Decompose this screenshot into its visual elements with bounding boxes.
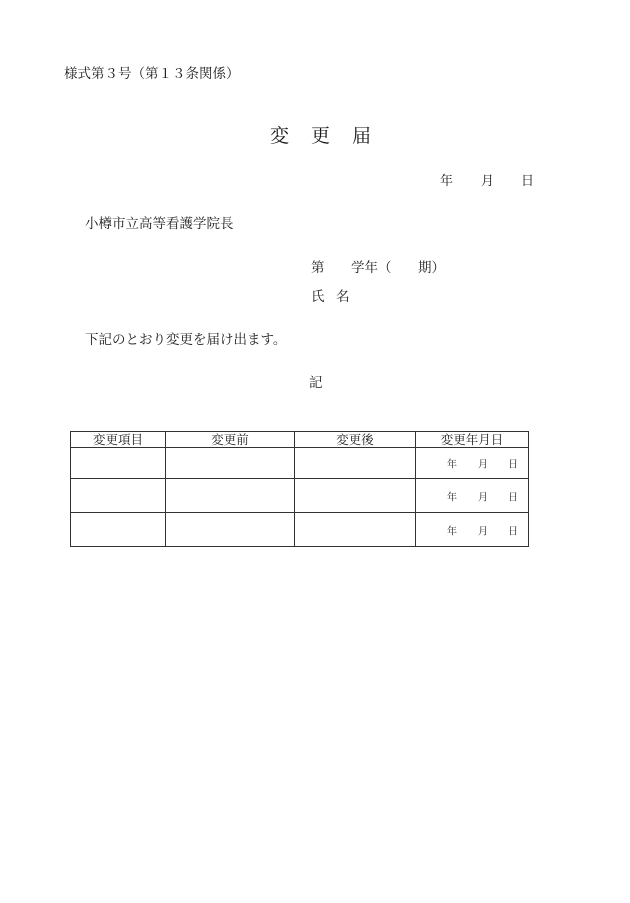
cell-before[interactable] (166, 513, 295, 547)
grade-prefix: 第 (311, 260, 325, 276)
header-before: 変更前 (166, 432, 295, 448)
document-title (270, 121, 371, 148)
header-change-item: 変更項目 (71, 432, 166, 448)
cell-year-label: 年 (447, 459, 457, 471)
cell-after[interactable] (295, 479, 416, 513)
cell-before[interactable] (166, 448, 295, 479)
title-char-1: 変 (270, 125, 290, 147)
cell-change-date[interactable] (416, 448, 529, 479)
addressee: 小樽市立高等看護学院長 (85, 216, 234, 232)
cell-change-item[interactable] (71, 513, 166, 547)
cell-change-item[interactable] (71, 448, 166, 479)
cell-month-label: 月 (478, 492, 488, 503)
name-label-char-1: 氏 (311, 289, 325, 305)
table-row (71, 479, 529, 513)
cell-day-label: 日 (508, 459, 518, 471)
ki-heading: 記 (309, 375, 323, 391)
cell-month-label: 月 (478, 459, 488, 471)
header-change-date: 変更年月日 (416, 432, 529, 448)
statement-text: 下記のとおり変更を届け出ます。 (85, 332, 287, 348)
cell-change-item[interactable] (71, 479, 166, 513)
cell-before[interactable] (166, 479, 295, 513)
cell-year-label: 年 (447, 492, 457, 503)
cell-change-date[interactable] (416, 479, 529, 513)
date-month-label: 月 (481, 174, 495, 189)
date-year-label: 年 (440, 174, 454, 189)
cell-month-label: 月 (478, 526, 488, 537)
table-row (71, 513, 529, 547)
table-header-row (71, 432, 529, 448)
change-table (70, 431, 529, 547)
grade-suffix: 学年（ (351, 260, 392, 276)
cell-after[interactable] (295, 448, 416, 479)
table-row (71, 448, 529, 479)
name-label-char-2: 名 (336, 289, 350, 305)
date-day-label: 日 (521, 174, 535, 189)
title-char-2: 更 (311, 125, 331, 147)
header-after: 変更後 (295, 432, 416, 448)
cell-year-label: 年 (447, 526, 457, 537)
form-number: 様式第３号（第１３条関係） (64, 66, 240, 82)
title-char-3: 届 (352, 125, 372, 147)
cell-day-label: 日 (508, 526, 518, 537)
cell-change-date[interactable] (416, 513, 529, 547)
term-suffix: 期） (418, 260, 445, 276)
cell-after[interactable] (295, 513, 416, 547)
cell-day-label: 日 (508, 492, 518, 503)
